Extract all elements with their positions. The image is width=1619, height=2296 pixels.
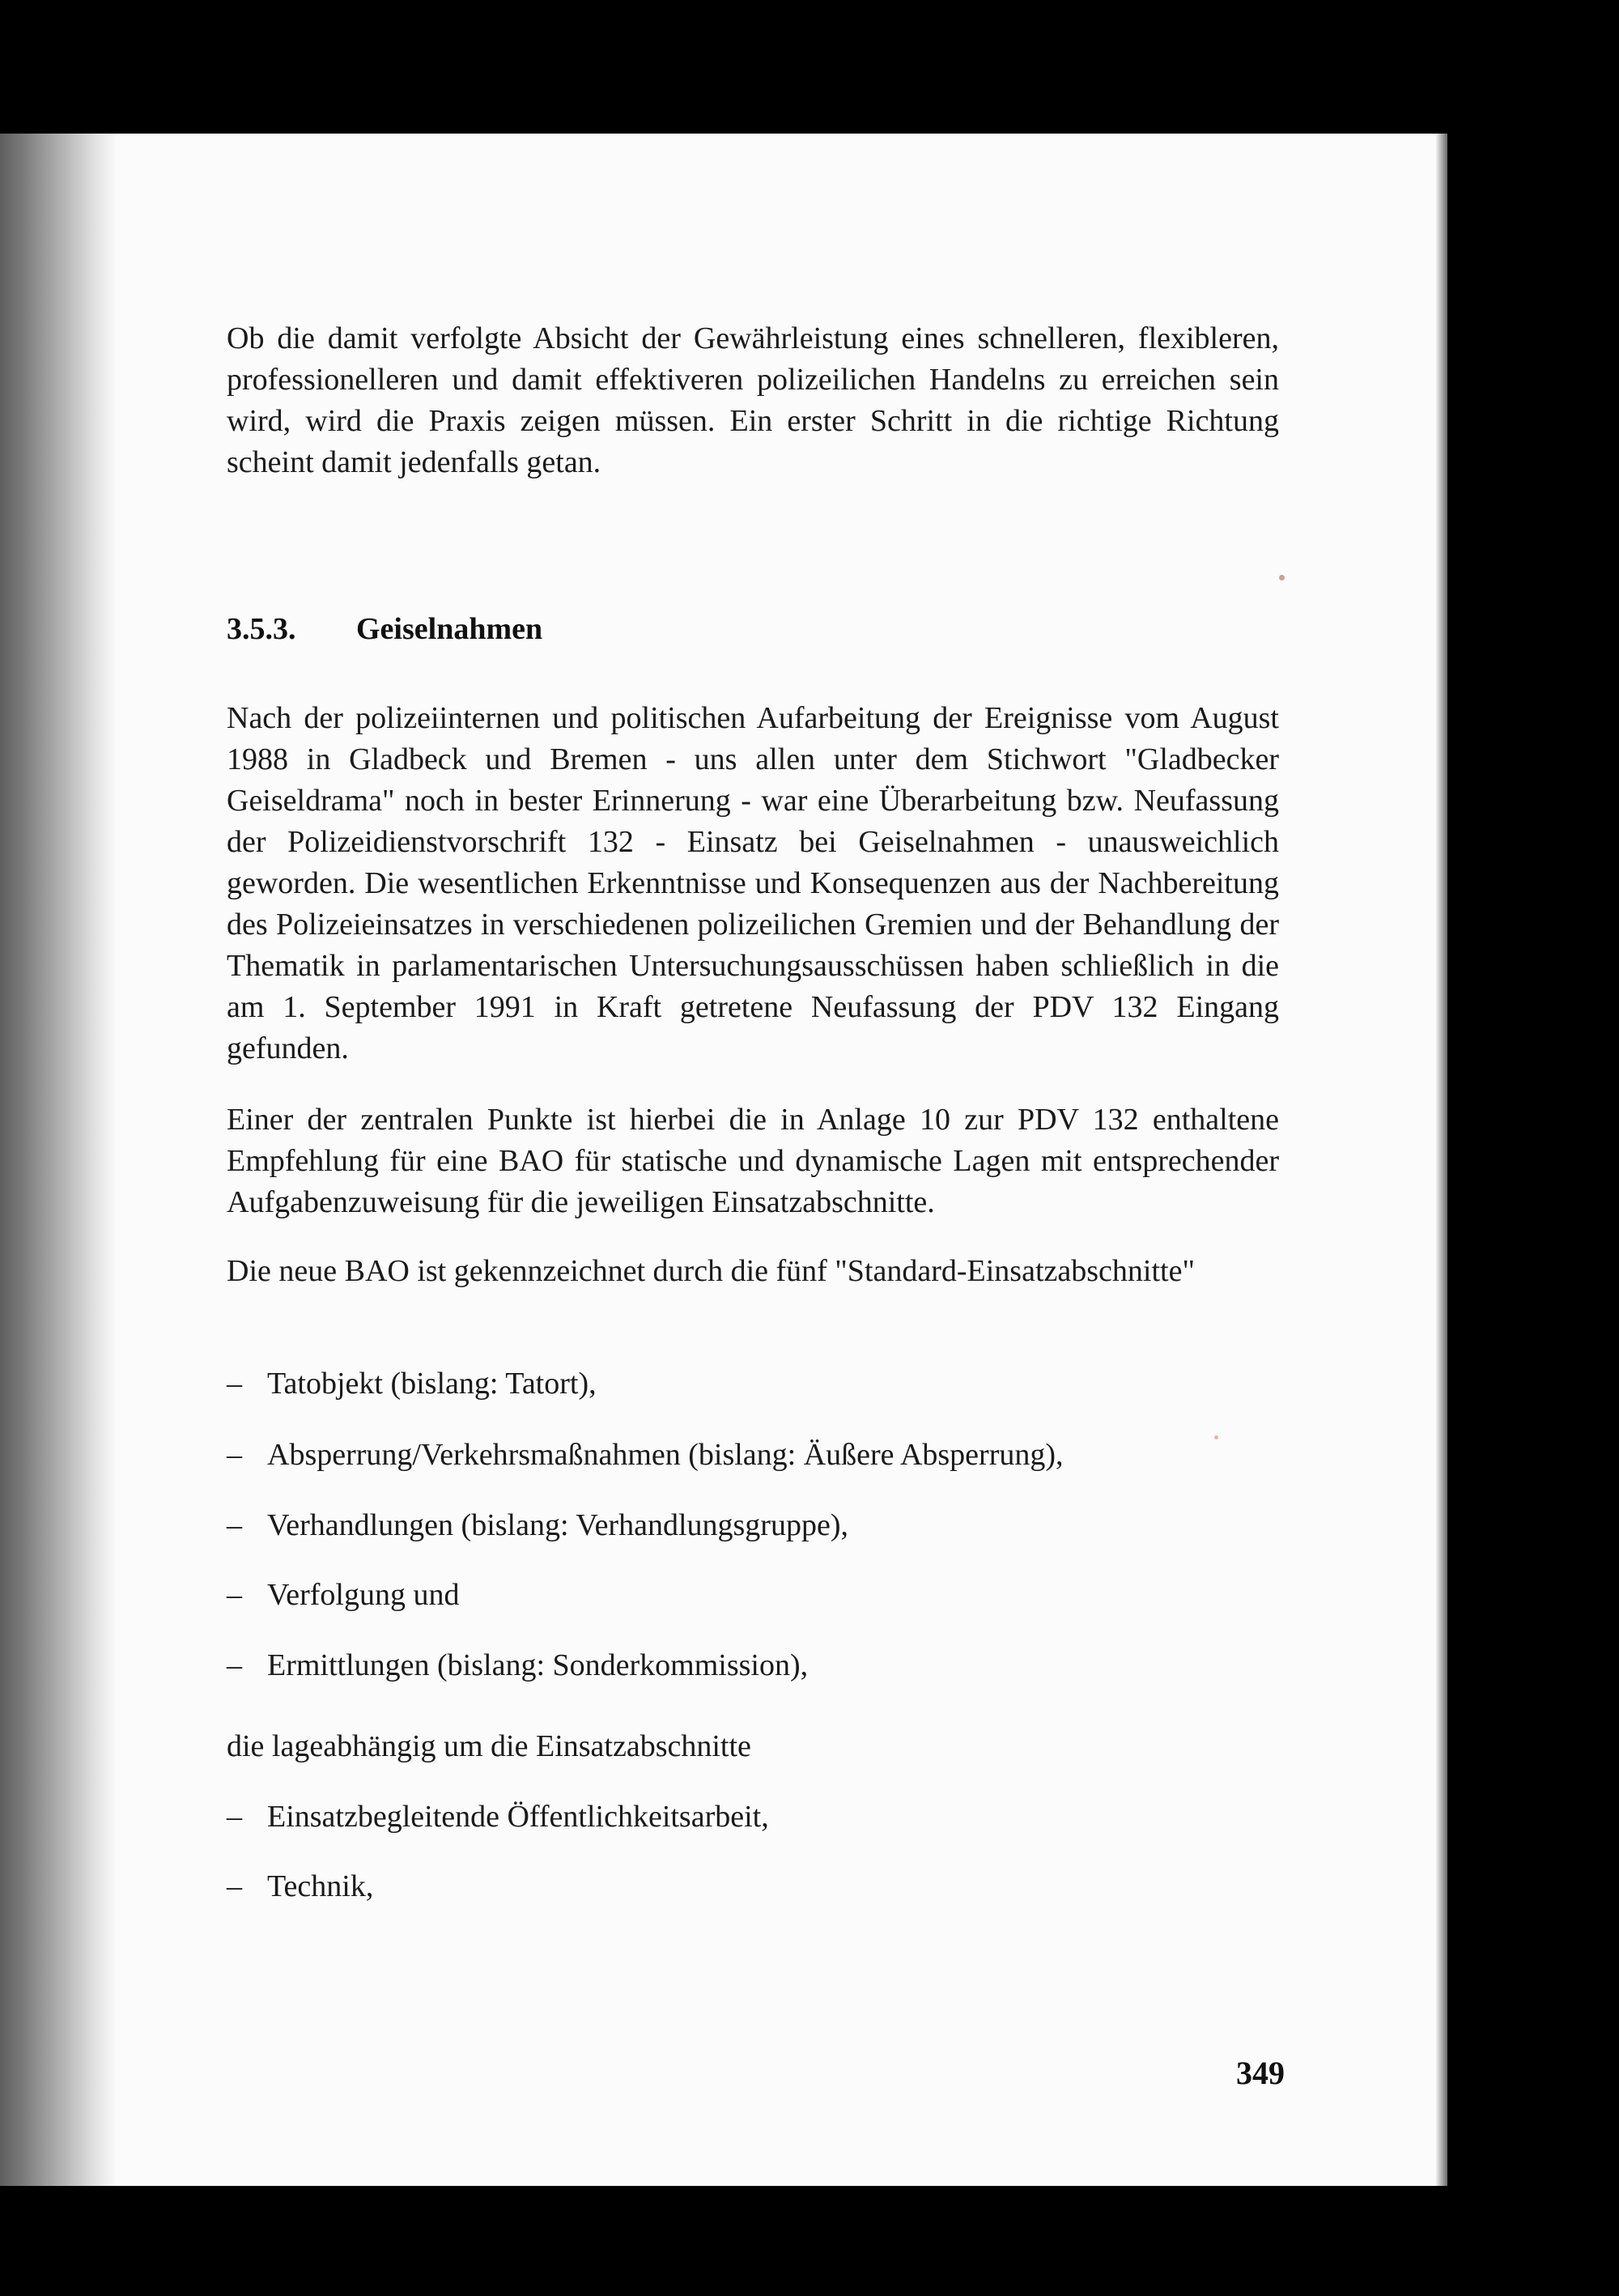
body-paragraph-block-1 <box>227 698 1279 1069</box>
list-item-text: Absperrung/Verkehrsmaßnahmen (bislang: Äußere Absperrung), <box>267 1438 1064 1472</box>
list-item-text: Tatobjekt (bislang: Tatort), <box>267 1367 597 1401</box>
paragraph-bao-intro: Die neue BAO ist gekennzeichnet durch die fünf "Standard-Einsatzabschnitte" <box>227 1254 1195 1288</box>
list-marker: – <box>227 1648 242 1682</box>
section-number: 3.5.3. <box>227 612 296 646</box>
body-paragraph-block-3 <box>227 1251 1279 1292</box>
section-heading <box>227 611 542 647</box>
page-gutter-shadow <box>0 134 117 2186</box>
list-marker: – <box>227 1578 242 1612</box>
list-item-text: Verhandlungen (bislang: Verhandlungsgruppe), <box>267 1508 848 1542</box>
book-page <box>0 134 1447 2186</box>
paragraph-aftermath: Nach der polizeiinternen und politischen Aufarbeitung der Ereignisse vom August 1988 in Gladbeck und Bremen - uns allen unter dem Stichwort "Gladbecker Geiseldrama" noch in bester Erinnerung - war eine Überarbeitung bzw. Neufassung der Polizeidienstvorschrift 132 - Einsatz bei Geiselnahmen - unausweichlich geworden. Die wesentlichen Erkenntnisse und Konsequenzen aus der Nachbereitung des Polizeieinsatzes in verschiedenen polizeilichen Gremien und der Behandlung der Thematik in parlamentarischen Untersuchungsausschüssen haben schließlich in die am 1. September 1991 in Kraft getretene Neufassung der PDV 132 Eingang gefunden. <box>227 701 1279 1065</box>
list-item <box>227 1577 459 1613</box>
list-marker: – <box>227 1367 242 1401</box>
paper-speck <box>1214 1435 1218 1439</box>
list-item-text: Technik, <box>267 1869 374 1903</box>
list-marker: – <box>227 1508 242 1542</box>
list-marker: – <box>227 1800 242 1834</box>
transition-line: die lageabhängig um die Einsatzabschnitte <box>227 1729 751 1763</box>
list-item <box>227 1799 769 1835</box>
paragraph-recommendation: Einer der zentralen Punkte ist hierbei die in Anlage 10 zur PDV 132 enthaltene Empfehlung für eine BAO für statische und dynamische Lagen mit entsprechender Aufgabenzuweisung für die jeweiligen Einsatzabschnitte. <box>227 1103 1279 1219</box>
intro-paragraph-block <box>227 318 1279 483</box>
list-item <box>227 1366 597 1401</box>
body-paragraph-block-2 <box>227 1099 1279 1223</box>
list-item <box>227 1648 808 1683</box>
list-item-text: Ermittlungen (bislang: Sonderkommission), <box>267 1648 809 1682</box>
list-item <box>227 1507 848 1543</box>
page-right-edge <box>1436 134 1447 2186</box>
list-item <box>227 1869 373 1904</box>
section-title: Geiselnahmen <box>356 612 543 646</box>
intro-paragraph: Ob die damit verfolgte Absicht der Gewährleistung eines schnelleren, flexibleren, professionelleren und damit effektiveren polizeilichen Handelns zu erreichen sein wird, wird die Praxis zeigen müssen. Ein erster Schritt in die richtige Richtung scheint damit jedenfalls getan. <box>227 321 1279 479</box>
page-number: 349 <box>1236 2055 1285 2091</box>
list-item <box>227 1437 1064 1473</box>
list-marker: – <box>227 1438 242 1472</box>
list-item-text: Einsatzbegleitende Öffentlichkeitsarbeit, <box>267 1800 769 1834</box>
list-item-text: Verfolgung und <box>267 1578 460 1612</box>
list-marker: – <box>227 1869 242 1903</box>
paper-speck <box>1279 575 1285 580</box>
